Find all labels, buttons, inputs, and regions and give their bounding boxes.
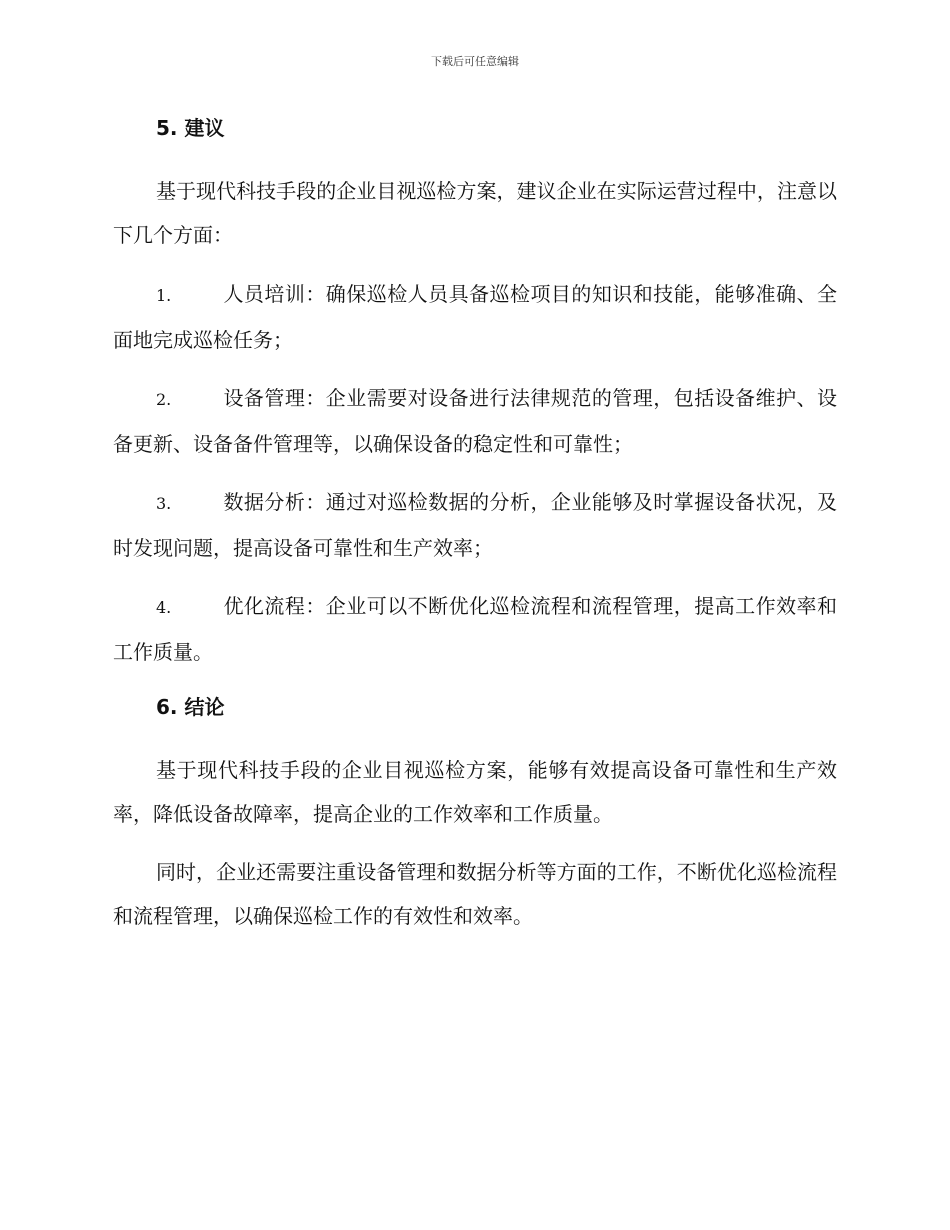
conclusion-paragraph: 基于现代科技手段的企业目视巡检方案，能够有效提高设备可靠性和生产效率，降低设备故障率，提高企业的工作效率和工作质量。 <box>113 758 837 826</box>
suggestion-item-equipment <box>113 376 837 466</box>
list-item-text: 人员培训：确保巡检人员具备巡检项目的知识和技能，能够准确、全面地完成巡检任务； <box>113 282 837 352</box>
list-number: 2. <box>156 390 172 409</box>
list-number: 4. <box>156 598 172 617</box>
list-number: 3. <box>156 494 172 513</box>
suggestion-item-data-analysis <box>113 480 837 570</box>
list-item-text: 设备管理：企业需要对设备进行法律规范的管理，包括设备维护、设备更新、设备备件管理等，以确保设备的稳定性和可靠性； <box>113 386 837 456</box>
document-body <box>113 111 837 938</box>
suggestion-item-training <box>113 272 837 362</box>
suggestion-item-process <box>113 584 837 674</box>
conclusion-paragraph: 同时，企业还需要注重设备管理和数据分析等方面的工作，不断优化巡检流程和流程管理，以确保巡检工作的有效性和效率。 <box>113 860 837 928</box>
section-heading-conclusion: 6. 结论 <box>156 695 225 719</box>
list-number: 1. <box>156 286 172 305</box>
suggestions-intro-paragraph: 基于现代科技手段的企业目视巡检方案，建议企业在实际运营过程中，注意以下几个方面： <box>113 179 837 247</box>
list-item-text: 优化流程：企业可以不断优化巡检流程和流程管理，提高工作效率和工作质量。 <box>113 594 837 664</box>
section-heading-suggestions: 5. 建议 <box>156 116 225 140</box>
page-header-note: 下载后可任意编辑 <box>431 55 519 68</box>
list-item-text: 数据分析：通过对巡检数据的分析，企业能够及时掌握设备状况，及时发现问题，提高设备可靠性和生产效率； <box>113 490 837 560</box>
